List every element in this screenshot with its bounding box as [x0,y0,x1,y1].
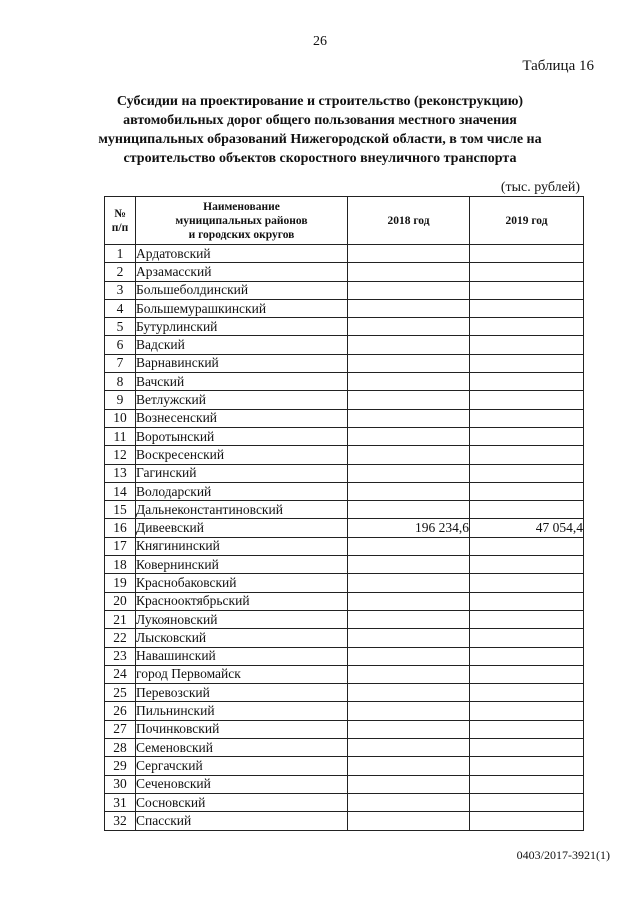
municipality-name: Дивеевский [136,519,348,537]
value-2018 [348,610,470,628]
table-row [105,647,584,665]
table-label: Таблица 16 [522,58,594,74]
table-row [105,702,584,720]
table-row [105,665,584,683]
table-row [105,373,584,391]
value-2019 [470,702,584,720]
value-2018 [348,739,470,757]
table-row [105,757,584,775]
municipality-name: город Первомайск [136,665,348,683]
row-number: 19 [105,574,136,592]
table-row [105,263,584,281]
page-number: 26 [313,34,327,49]
municipality-name: Перевозский [136,684,348,702]
value-2018 [348,775,470,793]
value-2019 [470,427,584,445]
municipality-name: Володарский [136,482,348,500]
municipality-name: Ардатовский [136,245,348,263]
municipality-name: Варнавинский [136,354,348,372]
value-2019 [470,629,584,647]
value-2018 [348,702,470,720]
municipality-name: Дальнеконстантиновский [136,501,348,519]
municipality-name: Лысковский [136,629,348,647]
row-number: 2 [105,263,136,281]
table-row [105,391,584,409]
row-number: 25 [105,684,136,702]
table-row [105,793,584,811]
row-number: 28 [105,739,136,757]
row-number: 1 [105,245,136,263]
value-2019 [470,647,584,665]
value-2019 [470,373,584,391]
table-row [105,519,584,537]
value-2018 [348,665,470,683]
value-2018 [348,245,470,263]
municipality-name: Вадский [136,336,348,354]
row-number: 27 [105,720,136,738]
row-number: 6 [105,336,136,354]
municipality-name: Большеболдинский [136,281,348,299]
table-row [105,775,584,793]
value-2019 [470,684,584,702]
value-2018 [348,592,470,610]
municipality-name: Сергачский [136,757,348,775]
value-2019 [470,610,584,628]
row-number: 17 [105,537,136,555]
municipality-name: Арзамасский [136,263,348,281]
value-2018 [348,629,470,647]
value-2018 [348,354,470,372]
row-number: 12 [105,446,136,464]
municipality-name: Ковернинский [136,556,348,574]
value-2019 [470,757,584,775]
table-header-row [105,197,584,245]
value-2018 [348,446,470,464]
value-2018 [348,501,470,519]
title-line: муниципальных образований Нижегородской области, в том числе на [98,132,542,147]
row-number: 32 [105,812,136,830]
row-number: 5 [105,318,136,336]
value-2018 [348,318,470,336]
value-2019 [470,464,584,482]
value-2018 [348,391,470,409]
municipality-name: Княгининский [136,537,348,555]
table-row [105,464,584,482]
row-number: 7 [105,354,136,372]
row-number: 8 [105,373,136,391]
row-number: 18 [105,556,136,574]
value-2019 [470,446,584,464]
header-name: Наименование муниципальных районов и городских округов [136,197,348,245]
municipality-name: Вознесенский [136,409,348,427]
table-row [105,446,584,464]
table-row [105,409,584,427]
value-2019 [470,592,584,610]
table-row [105,427,584,445]
table-row [105,318,584,336]
municipality-name: Сосновский [136,793,348,811]
value-2019 [470,720,584,738]
value-2019 [470,501,584,519]
table-row [105,299,584,317]
table-row [105,336,584,354]
row-number: 30 [105,775,136,793]
row-number: 13 [105,464,136,482]
municipality-name: Гагинский [136,464,348,482]
value-2019 [470,245,584,263]
row-number: 20 [105,592,136,610]
row-number: 23 [105,647,136,665]
row-number: 10 [105,409,136,427]
value-2018 [348,537,470,555]
value-2018 [348,336,470,354]
table-row [105,556,584,574]
value-2019 [470,574,584,592]
table-row [105,812,584,830]
table-body [105,245,584,831]
value-2019 [470,409,584,427]
header-num: № п/п [105,197,136,245]
table-row [105,245,584,263]
table-row [105,684,584,702]
row-number: 11 [105,427,136,445]
row-number: 14 [105,482,136,500]
table-row [105,720,584,738]
table-row [105,501,584,519]
municipality-name: Краснобаковский [136,574,348,592]
value-2018 [348,409,470,427]
value-2018 [348,464,470,482]
table-row [105,482,584,500]
value-2019 [470,482,584,500]
table-row [105,537,584,555]
subsidies-table [104,196,584,831]
value-2018 [348,281,470,299]
municipality-name: Сеченовский [136,775,348,793]
municipality-name: Починковский [136,720,348,738]
footer-code: 0403/2017-3921(1) [516,848,610,862]
municipality-name: Воскресенский [136,446,348,464]
municipality-name: Семеновский [136,739,348,757]
value-2019 [470,665,584,683]
title-line: строительство объектов скоростного внеуличного транспорта [123,151,517,166]
value-2019 [470,793,584,811]
value-2019 [470,739,584,757]
municipality-name: Лукояновский [136,610,348,628]
value-2018 [348,647,470,665]
units-label: (тыс. рублей) [500,180,580,195]
value-2018 [348,556,470,574]
table-row [105,354,584,372]
municipality-name: Ветлужский [136,391,348,409]
municipality-name: Навашинский [136,647,348,665]
row-number: 9 [105,391,136,409]
title-line: автомобильных дорог общего пользования местного значения [123,113,517,128]
value-2018 [348,574,470,592]
value-2019 [470,281,584,299]
table-row [105,281,584,299]
value-2018 [348,793,470,811]
value-2018 [348,263,470,281]
row-number: 24 [105,665,136,683]
row-number: 31 [105,793,136,811]
value-2018 [348,757,470,775]
municipality-name: Воротынский [136,427,348,445]
municipality-name: Пильнинский [136,702,348,720]
value-2018 [348,427,470,445]
value-2019: 47 054,4 [470,519,584,537]
row-number: 29 [105,757,136,775]
value-2019 [470,812,584,830]
row-number: 4 [105,299,136,317]
value-2018 [348,299,470,317]
row-number: 22 [105,629,136,647]
municipality-name: Краснооктябрьский [136,592,348,610]
municipality-name: Большемурашкинский [136,299,348,317]
row-number: 21 [105,610,136,628]
title-line: Субсидии на проектирование и строительство (реконструкцию) [116,94,524,109]
value-2019 [470,537,584,555]
value-2019 [470,263,584,281]
value-2019 [470,354,584,372]
row-number: 16 [105,519,136,537]
value-2018 [348,720,470,738]
table-row [105,629,584,647]
value-2019 [470,775,584,793]
row-number: 3 [105,281,136,299]
value-2019 [470,391,584,409]
header-2018: 2018 год [348,197,470,245]
value-2018 [348,482,470,500]
row-number: 15 [105,501,136,519]
table-row [105,610,584,628]
document-title [80,92,560,168]
value-2018 [348,373,470,391]
value-2018 [348,684,470,702]
value-2018 [348,812,470,830]
table-row [105,574,584,592]
row-number: 26 [105,702,136,720]
value-2019 [470,336,584,354]
header-2019: 2019 год [470,197,584,245]
municipality-name: Спасский [136,812,348,830]
value-2019 [470,318,584,336]
municipality-name: Бутурлинский [136,318,348,336]
municipality-name: Вачский [136,373,348,391]
value-2019 [470,299,584,317]
table-row [105,739,584,757]
table-row [105,592,584,610]
value-2018: 196 234,6 [348,519,470,537]
value-2019 [470,556,584,574]
